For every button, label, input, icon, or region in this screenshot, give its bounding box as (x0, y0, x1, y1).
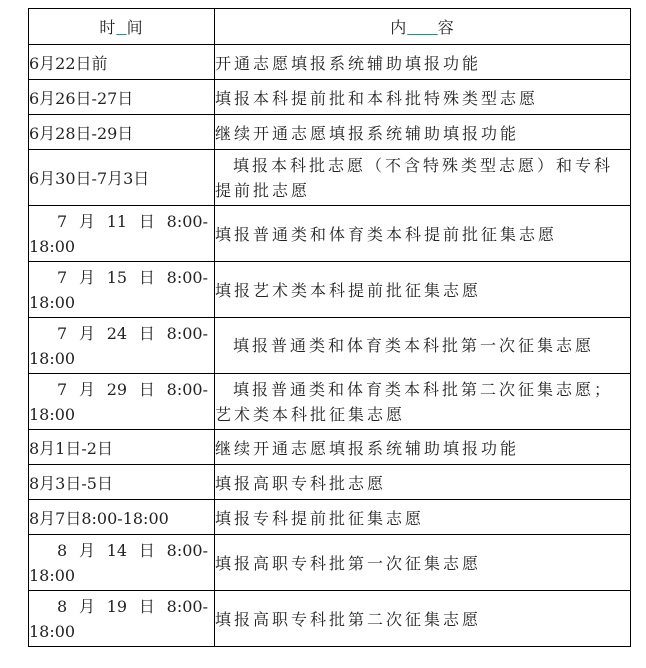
time-cell: 7 月 11 日 8:00- 18:00 (29, 206, 215, 262)
table-row (29, 430, 631, 465)
schedule-table-container (28, 8, 631, 647)
time-cell: 7 月 24 日 8:00- 18:00 (29, 318, 215, 374)
time-cell: 8月3日-5日 (29, 465, 215, 500)
time-cell: 8月1日-2日 (29, 430, 215, 465)
content-cell: 填报艺术类本科提前批征集志愿 (215, 262, 631, 318)
content-cell: 填报普通类和体育类本科批第一次征集志愿 (215, 318, 631, 374)
content-cell: 填报高职专科批第二次征集志愿 (215, 591, 631, 647)
content-cell: 填报高职专科批第一次征集志愿 (215, 535, 631, 591)
content-cell: 填报普通类和体育类本科批第二次征集志愿；艺术类本科批征集志愿 (215, 374, 631, 430)
table-row (29, 591, 631, 647)
time-cell: 7 月 15 日 8:00- 18:00 (29, 262, 215, 318)
header-row (29, 9, 631, 45)
content-cell: 继续开通志愿填报系统辅助填报功能 (215, 430, 631, 465)
time-cell: 6月22日前 (29, 45, 215, 80)
content-cell: 继续开通志愿填报系统辅助填报功能 (215, 115, 631, 150)
content-cell: 填报本科提前批和本科批特殊类型志愿 (215, 80, 631, 115)
time-cell: 8 月 14 日 8:00- 18:00 (29, 535, 215, 591)
content-cell: 填报专科提前批征集志愿 (215, 500, 631, 535)
content-cell: 填报普通类和体育类本科提前批征集志愿 (215, 206, 631, 262)
table-row (29, 535, 631, 591)
table-row (29, 500, 631, 535)
table-row (29, 465, 631, 500)
content-cell: 填报本科批志愿（不含特殊类型志愿）和专科提前批志愿 (215, 150, 631, 206)
table-row (29, 150, 631, 206)
header-content: 内 容 (215, 9, 631, 45)
content-cell: 填报高职专科批志愿 (215, 465, 631, 500)
table-row (29, 262, 631, 318)
table-row (29, 80, 631, 115)
content-cell: 开通志愿填报系统辅助填报功能 (215, 45, 631, 80)
table-row (29, 318, 631, 374)
time-cell: 6月28日-29日 (29, 115, 215, 150)
time-cell: 7 月 29 日 8:00- 18:00 (29, 374, 215, 430)
table-row (29, 45, 631, 80)
table-row (29, 206, 631, 262)
time-cell: 6月26日-27日 (29, 80, 215, 115)
time-cell: 8月7日8:00-18:00 (29, 500, 215, 535)
table-row (29, 374, 631, 430)
time-cell: 8 月 19 日 8:00- 18:00 (29, 591, 215, 647)
schedule-table (28, 8, 631, 647)
time-cell: 6月30日-7月3日 (29, 150, 215, 206)
table-row (29, 115, 631, 150)
header-time: 时 间 (29, 9, 215, 45)
